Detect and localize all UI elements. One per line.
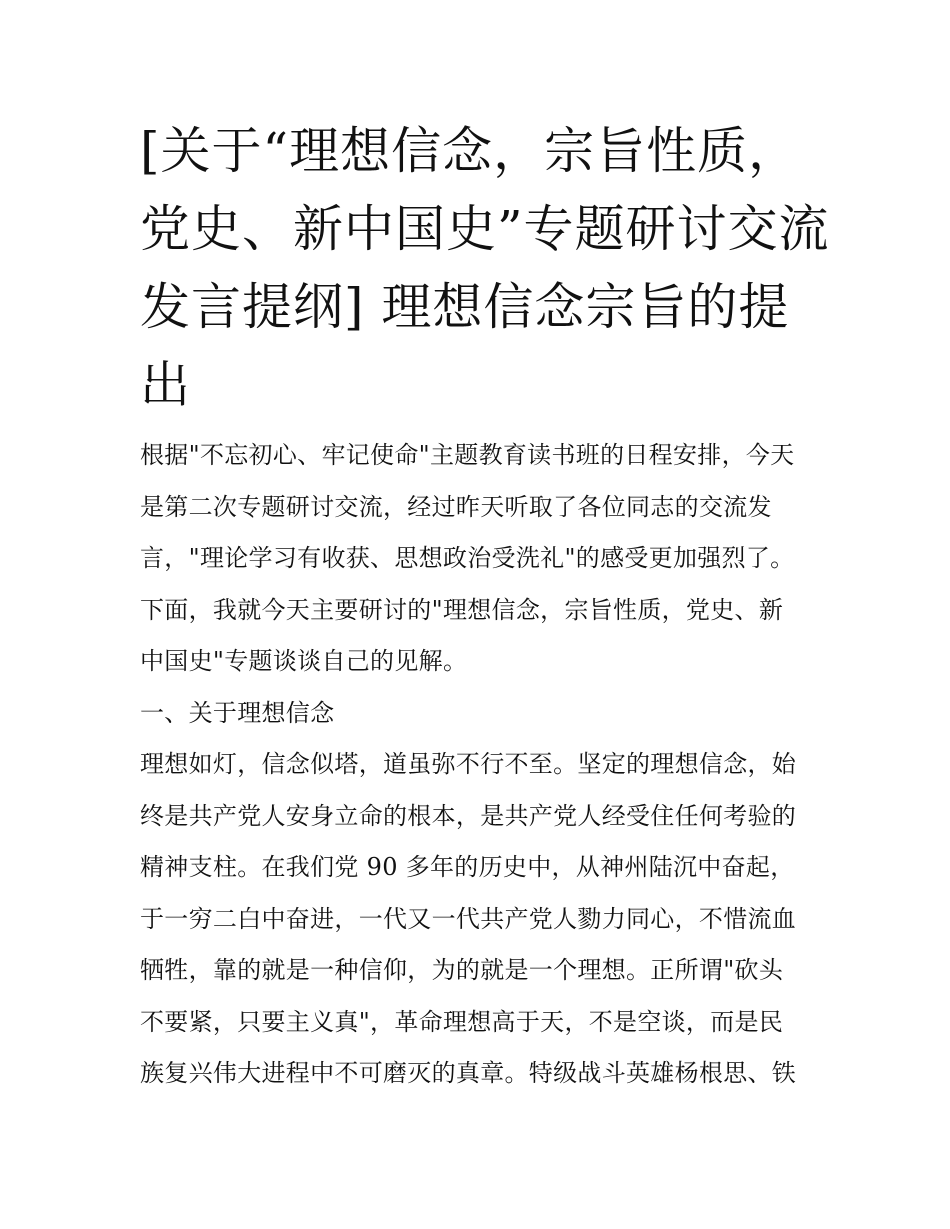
paragraph-line: 下面，我就今天主要研讨的"理想信念，宗旨性质，党史、新 — [140, 595, 784, 624]
document-page — [140, 112, 830, 1100]
document-title — [140, 112, 830, 424]
paragraph-line: 终是共产党人安身立命的根本，是共产党人经受住任何考验的 — [140, 801, 797, 830]
paragraph-line: 于一穷二白中奋进，一代又一代共产党人勠力同心，不惜流血 — [140, 904, 797, 933]
body-paragraph — [140, 739, 815, 1100]
paragraph-line: 族复兴伟大进程中不可磨灭的真章。特级战斗英雄杨根思、铁 — [140, 1059, 797, 1087]
paragraph-line: 不要紧，只要主义真"，革命理想高于天，不是空谈，而是民 — [140, 1007, 784, 1036]
title-line: 发言提纲] 理想信念宗旨的提 — [140, 278, 790, 336]
title-line: 党史、新中国史”专题研讨交流 — [140, 200, 830, 258]
section-heading: 一、关于理想信念 — [140, 698, 335, 727]
paragraph-line: 是第二次专题研讨交流，经过昨天听取了各位同志的交流发 — [140, 492, 772, 521]
title-line: [关于“理想信念，宗旨性质， — [140, 122, 800, 180]
title-line: 出 — [140, 356, 191, 414]
paragraph-line: 理想如灯，信念似塔，道虽弥不行不至。坚定的理想信念，始 — [140, 750, 797, 778]
paragraph-line: 精神支柱。在我们党 90 多年的历史中，从神州陆沉中奋起， — [140, 853, 795, 881]
intro-paragraph — [140, 430, 815, 688]
paragraph-line: 根据"不忘初心、牢记使命"主题教育读书班的日程安排，今天 — [140, 441, 795, 469]
paragraph-line: 言，"理论学习有收获、思想政治受洗礼"的感受更加强烈了。 — [140, 544, 795, 572]
paragraph-line: 中国史"专题谈谈自己的见解。 — [140, 647, 468, 675]
paragraph-line: 牺牲，靠的就是一种信仰，为的就是一个理想。正所谓"砍头 — [140, 956, 784, 984]
